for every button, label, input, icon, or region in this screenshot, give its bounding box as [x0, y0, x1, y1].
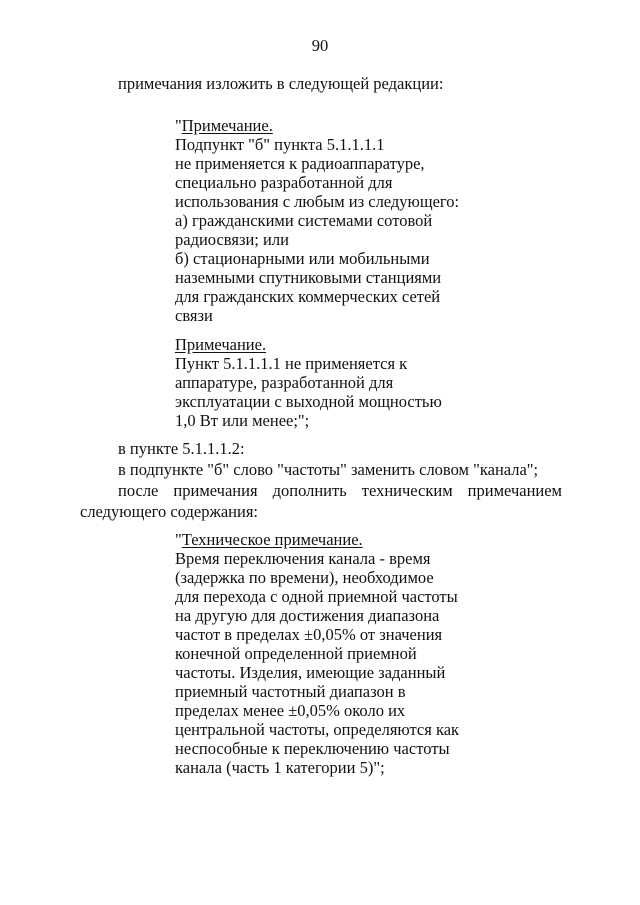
tech-note-line: конечной определенной приемной	[175, 644, 417, 663]
tech-note-line: на другую для достижения диапазона	[175, 606, 440, 625]
note1-line: специально разработанной для	[175, 173, 393, 192]
tech-note-line: пределах менее ±0,05% около их	[175, 701, 406, 720]
body-line: в подпункте "б" слово "частоты" заменить словом "канала";	[118, 460, 539, 479]
note1-line: а) гражданскими системами сотовой	[175, 211, 433, 230]
note1-line: не применяется к радиоаппаратуре,	[175, 154, 425, 173]
tech-note-line: частоты. Изделия, имеющие заданный	[175, 663, 446, 682]
note1-heading-text: Примечание.	[181, 116, 273, 135]
note1-line: Подпункт "б" пункта 5.1.1.1.1	[175, 135, 385, 154]
note1-line: радиосвязи; или	[175, 230, 289, 249]
tech-note-line: частот в пределах ±0,05% от значения	[175, 625, 443, 644]
note2-line: 1,0 Вт или менее;";	[175, 411, 310, 430]
note2-line: эксплуатации с выходной мощностью	[175, 392, 442, 411]
note1-line: б) стационарными или мобильными	[175, 249, 430, 268]
body-line: в пункте 5.1.1.1.2:	[118, 439, 245, 458]
page-number: 90	[311, 36, 329, 55]
note2-line: Пункт 5.1.1.1.1 не применяется к	[175, 354, 408, 373]
tech-note-line: неспособные к переключению частоты	[175, 739, 450, 758]
tech-note-line: приемный частотный диапазон в	[175, 682, 406, 701]
note2-line: аппаратуре, разработанной для	[175, 373, 394, 392]
note1-line: наземными спутниковыми станциями	[175, 268, 442, 287]
note1-quote: "	[175, 116, 182, 135]
tech-note-line: (задержка по времени), необходимое	[175, 568, 434, 587]
note1-line: связи	[175, 306, 213, 325]
tech-note-quote: "	[175, 530, 182, 549]
note2-heading: Примечание.	[175, 335, 267, 354]
tech-note-line: центральной частоты, определяются как	[175, 720, 460, 739]
tech-note-heading-text: Техническое примечание.	[181, 530, 363, 549]
tech-note-line: для перехода с одной приемной частоты	[175, 587, 458, 606]
body-line-justified: после примечания дополнить техническим примечанием	[118, 481, 562, 500]
body-line: следующего содержания:	[80, 502, 259, 521]
tech-note-line: канала (часть 1 категории 5)";	[175, 758, 385, 777]
note1-line: использования с любым из следующего:	[175, 192, 460, 211]
note1-heading	[175, 116, 273, 136]
note1-line: для гражданских коммерческих сетей	[175, 287, 441, 306]
tech-note-line: Время переключения канала - время	[175, 549, 431, 568]
tech-note-heading	[175, 530, 363, 550]
intro-line: примечания изложить в следующей редакции:	[118, 74, 444, 93]
